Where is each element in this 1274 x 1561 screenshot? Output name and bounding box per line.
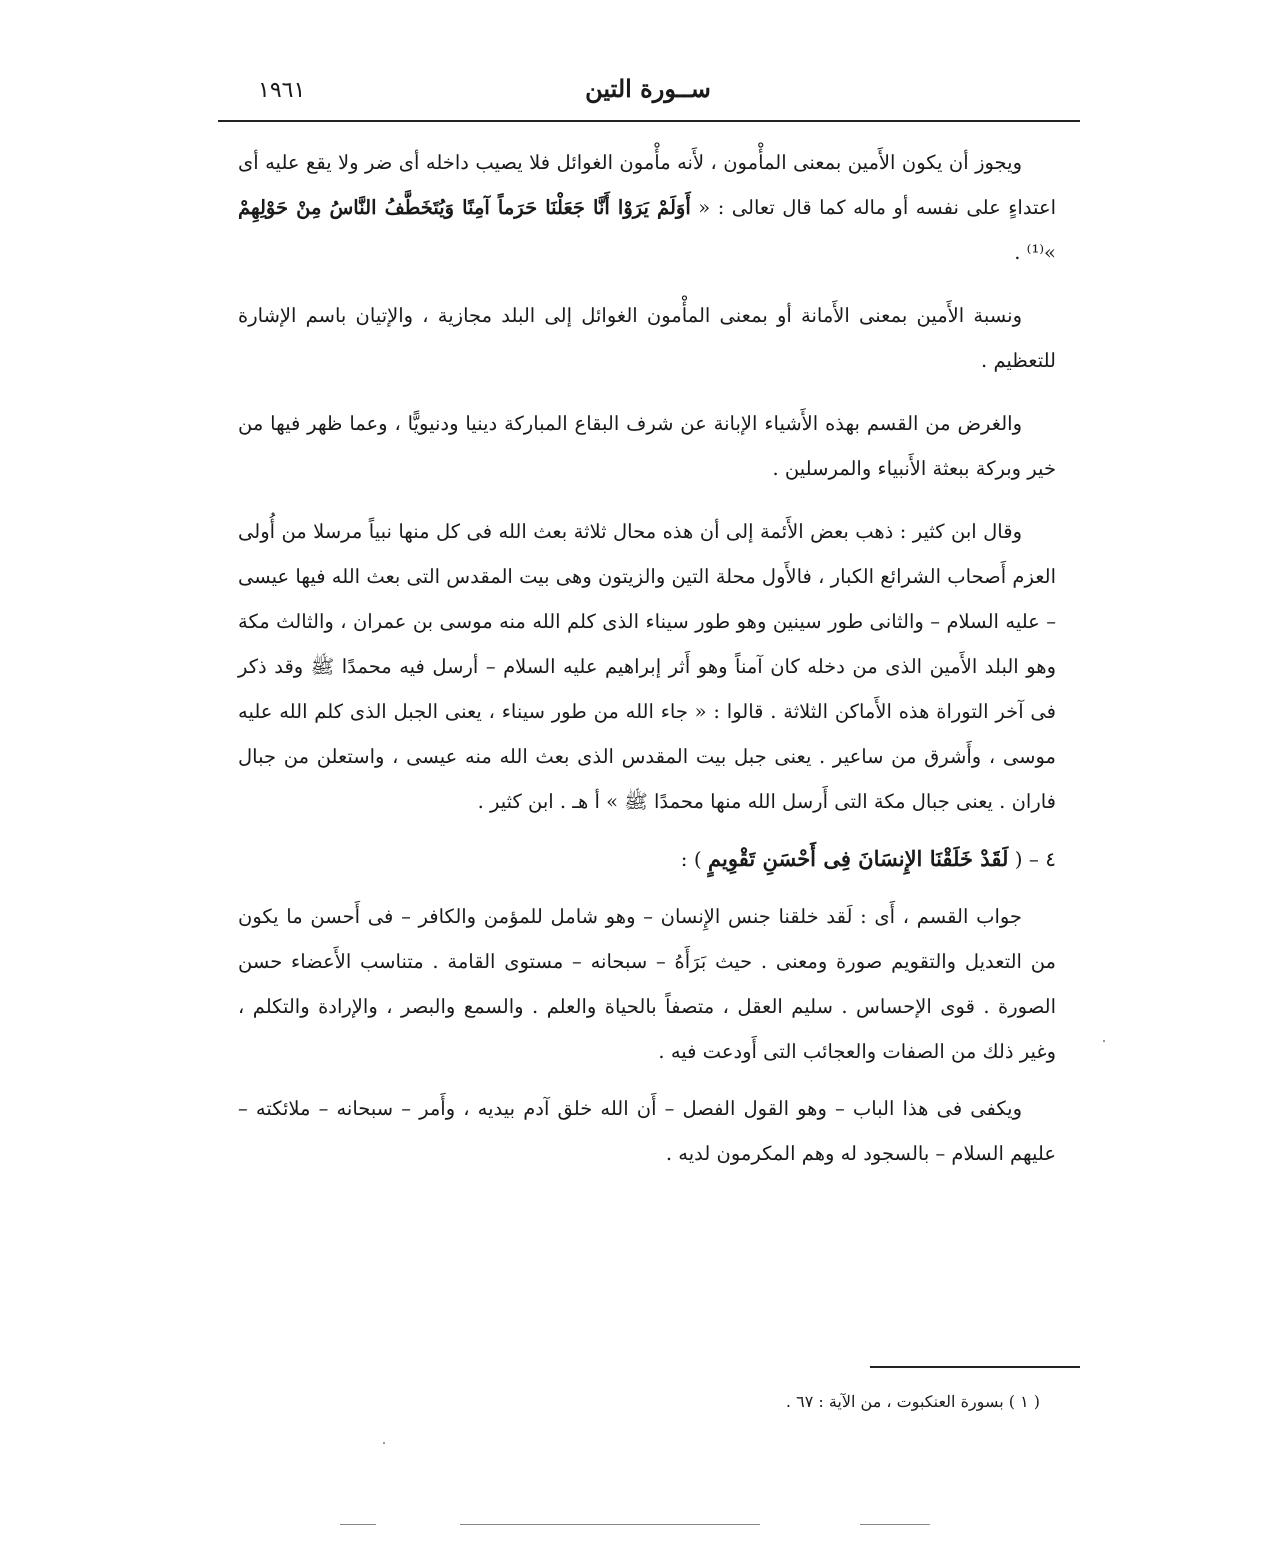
footnote-rule <box>870 1366 1080 1368</box>
paragraph-adam: ويكفى فى هذا الباب – وهو القول الفصل – أَن الله خلق آدم بيديه ، وأَمر – سبحانه – ملائكته – عليهم السلام – بالسجود له وهم المكرمون لديه . <box>238 1097 1056 1165</box>
quran-verse: أَوَلَمْ يَرَوْا أَنَّا جَعَلْنَا حَرَماً آمِنًا وَيُتَخَطَّفُ النَّاسُ مِنْ حَوْلِهِمْ <box>238 196 691 219</box>
verse-heading <box>238 836 1056 882</box>
scan-mark <box>860 1524 930 1525</box>
scan-mark <box>460 1524 760 1525</box>
verse-close: ) : <box>680 847 702 871</box>
scan-mark <box>340 1524 376 1525</box>
page-number: ١٩٦١ <box>258 78 306 103</box>
running-title: ســورة التين <box>585 74 711 103</box>
paragraph-text: ويجوز أن يكون الأَمين بمعنى المأْمون ، لأَنه مأْمون الغوائل فلا يصيب داخله أى ضر ولا يقع عليه أى اعتداءٍ على نفسه أو ماله كما قال تعالى : « <box>238 151 1056 219</box>
scan-speck <box>1103 1040 1105 1042</box>
verse-number: ٤ – ( <box>1014 847 1056 871</box>
paragraph-answer: جواب القسم ، أَى : لَقد خلقنا جنس الإِنسان – وهو شامل للمؤمن والكافر – فى أَحسن ما يكون من التعديل والتقويم صورة ومعنى . حيث بَرَأَهُ – سبحانه – مستوى القامة . متناسب الأَعضاء حسن الصورة . قوى الإحساس . سليم العقل ، متصفاً بالحياة والعلم . والسمع والبصر ، والإرادة والتكلم ، وغير ذلك من الصفات والعجائب التى أَودعت فيه . <box>238 905 1056 1063</box>
paragraph-text: »⁽¹⁾ . <box>1014 241 1056 264</box>
paragraph-nisba: ونسبة الأَمين بمعنى الأَمانة أو بمعنى المأْمون الغوائل إلى البلد مجازية ، والإتيان باسم الإشارة للتعظيم . <box>238 304 1056 372</box>
footer-scan-marks <box>340 1524 1040 1530</box>
body-text <box>238 140 1056 1194</box>
quran-verse: لَقَدْ خَلَقْنَا الإِنسَانَ فِى أَحْسَنِ تَقْوِيمٍ <box>708 846 1009 871</box>
paragraph-purpose: والغرض من القسم بهذه الأَشياء الإبانة عن شرف البقاع المباركة دينيا ودنيويًّا ، وعما ظهر فيها من خير وبركة ببعثة الأَنبياء والمرسلين . <box>238 412 1056 480</box>
paragraph-amin-meaning <box>238 140 1056 275</box>
footnote: ( ١ ) بسورة العنكبوت ، من الآية : ٦٧ . <box>785 1392 1040 1411</box>
paragraph-ibn-kathir: وقال ابن كثير : ذهب بعض الأَئمة إلى أن هذه محال ثلاثة بعث الله فى كل منها نبياً مرسلا من أُولى العزم أَصحاب الشرائع الكبار ، فالأَول محلة التين والزيتون وهى بيت المقدس التى بعث الله فيها عيسى – عليه السلام – والثانى طور سينين وهو طور سيناء الذى كلم الله منه موسى بن عمران ، والثالث مكة وهو البلد الأَمين الذى من دخله كان آمناً وهو أَثر إبراهيم عليه السلام – أرسل فيه محمدًا ﷺ وقد ذكر فى آخر التوراة هذه الأَماكن الثلاثة . قالوا : « جاء الله من طور سيناء ، يعنى الجبل الذى كلم الله عليه موسى ، وأَشرق من ساعير . يعنى جبل بيت المقدس الذى بعث الله منه عيسى ، واستعلن من جبال فاران . يعنى جبال مكة التى أَرسل الله منها محمدًا ﷺ » أ هـ . ابن كثير . <box>238 520 1056 813</box>
scan-speck <box>383 1442 385 1444</box>
page-header <box>218 68 1078 118</box>
header-rule <box>218 120 1080 122</box>
